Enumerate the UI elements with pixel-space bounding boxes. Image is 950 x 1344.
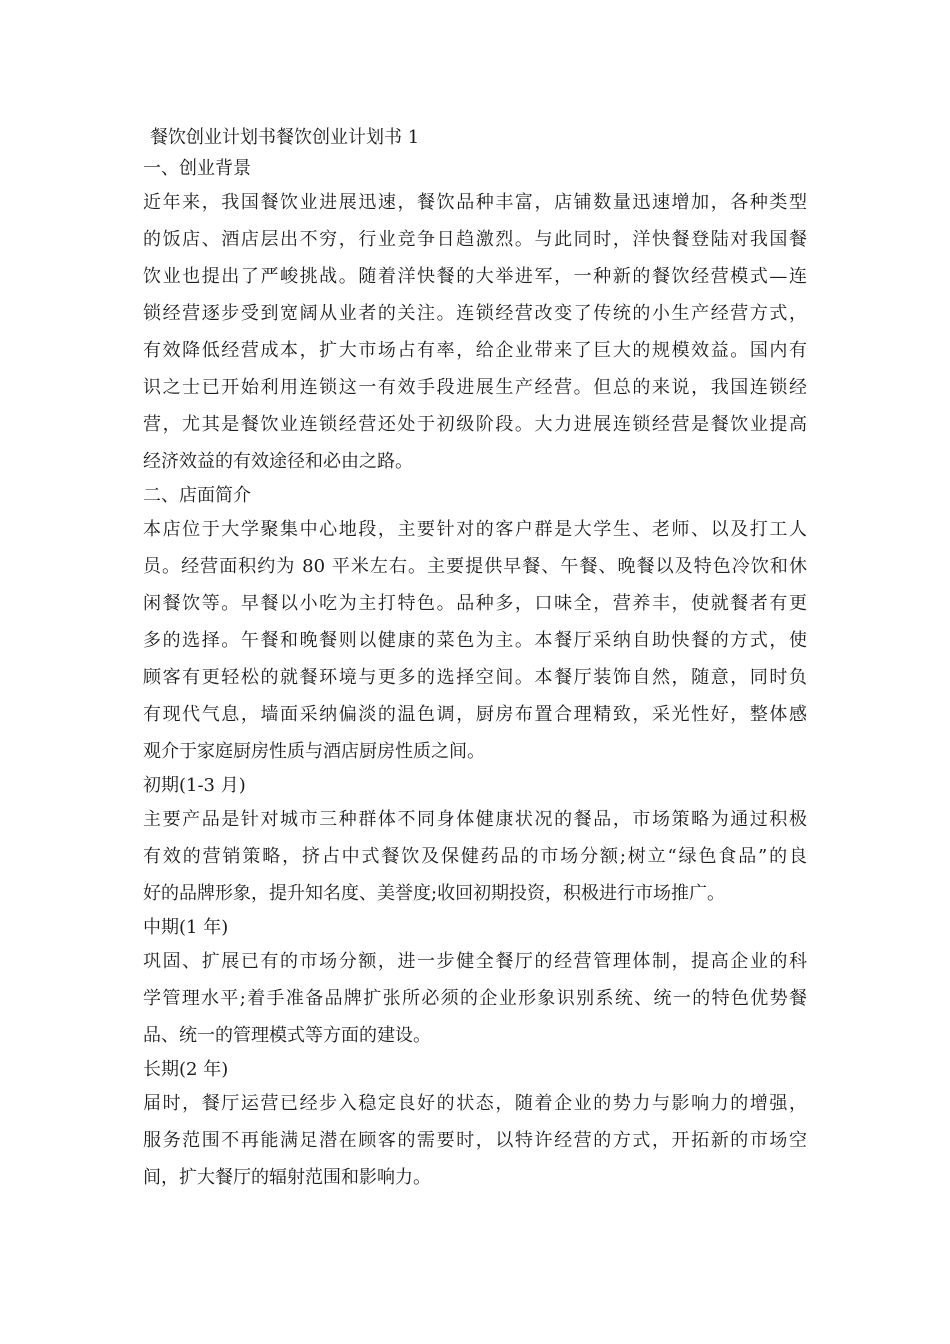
section-heading: 二、店面简介 bbox=[143, 485, 251, 506]
paragraph-line: 主要产品是针对城市三种群体不同身体健康状况的餐品，市场策略为通过积极 bbox=[143, 809, 807, 830]
paragraph-line: 好的品牌形象，提升知名度、美誉度;收回初期投资，积极进行市场推广。 bbox=[143, 883, 726, 904]
paragraph-line: 员。经营面积约为 80 平米左右。主要提供早餐、午餐、晚餐以及特色冷饮和休 bbox=[143, 556, 807, 577]
paragraph-line: 巩固、扩展已有的市场分额，进一步健全餐厅的经营管理体制，提高企业的科 bbox=[143, 951, 807, 972]
paragraph-line: 间，扩大餐厅的辐射范围和影响力。 bbox=[143, 1167, 431, 1188]
section-heading: 一、创业背景 bbox=[143, 158, 251, 179]
paragraph-line: 的饭店、酒店层出不穷，行业竞争日趋激烈。与此同时，洋快餐登陆对我国餐 bbox=[143, 229, 807, 250]
paragraph-line: 饮业也提出了严峻挑战。随着洋快餐的大举进军，一种新的餐饮经营模式—连 bbox=[143, 266, 807, 287]
section-heading: 初期(1-3 月) bbox=[143, 775, 246, 796]
paragraph-line: 本店位于大学聚集中心地段，主要针对的客户群是大学生、老师、以及打工人 bbox=[143, 519, 807, 540]
paragraph-line: 学管理水平;着手准备品牌扩张所必须的企业形象识别系统、统一的特色优势餐 bbox=[143, 988, 807, 1009]
document-body bbox=[143, 153, 807, 1196]
paragraph-line: 锁经营逐步受到宽阔从业者的关注。连锁经营改变了传统的小生产经营方式， bbox=[143, 303, 807, 324]
paragraph-line: 营，尤其是餐饮业连锁经营还处于初级阶段。大力进展连锁经营是餐饮业提高 bbox=[143, 414, 807, 435]
paragraph-line: 多的选择。午餐和晚餐则以健康的菜色为主。本餐厅采纳自助快餐的方式，使 bbox=[143, 630, 807, 651]
section-heading: 中期(1 年) bbox=[143, 917, 229, 938]
paragraph-line: 有效降低经营成本，扩大市场占有率，给企业带来了巨大的规模效益。国内有 bbox=[143, 340, 807, 361]
document-page bbox=[143, 122, 807, 1196]
paragraph-line: 有效的营销策略，挤占中式餐饮及保健药品的市场分额;树立“绿色食品”的良 bbox=[143, 846, 807, 867]
document-title: 餐饮创业计划书餐饮创业计划书 1 bbox=[150, 127, 420, 148]
section-heading: 长期(2 年) bbox=[143, 1059, 229, 1080]
paragraph-line: 近年来，我国餐饮业进展迅速，餐饮品种丰富，店铺数量迅速增加，各种类型 bbox=[143, 192, 807, 213]
section-paragraph bbox=[143, 184, 807, 480]
paragraph-line: 观介于家庭厨房性质与酒店厨房性质之间。 bbox=[143, 741, 485, 762]
paragraph-line: 顾客有更轻松的就餐环境与更多的选择空间。本餐厅装饰自然，随意，同时负 bbox=[143, 667, 807, 688]
paragraph-line: 经济效益的有效途径和必由之路。 bbox=[143, 451, 413, 472]
paragraph-line: 有现代气息，墙面采纳偏淡的温色调，厨房布置合理精致，采光性好，整体感 bbox=[143, 704, 807, 725]
paragraph-line: 闲餐饮等。早餐以小吃为主打特色。品种多，口味全，营养丰，使就餐者有更 bbox=[143, 593, 807, 614]
paragraph-line: 服务范围不再能满足潜在顾客的需要时，以特许经营的方式，开拓新的市场空 bbox=[143, 1130, 807, 1151]
section-paragraph bbox=[143, 943, 807, 1054]
paragraph-line: 识之士已开始利用连锁这一有效手段进展生产经营。但总的来说，我国连锁经 bbox=[143, 377, 807, 398]
section-paragraph bbox=[143, 1085, 807, 1196]
section-paragraph bbox=[143, 801, 807, 912]
section-paragraph bbox=[143, 511, 807, 770]
paragraph-line: 届时，餐厅运营已经步入稳定良好的状态，随着企业的势力与影响力的增强， bbox=[143, 1093, 807, 1114]
paragraph-line: 品、统一的管理模式等方面的建设。 bbox=[143, 1025, 431, 1046]
